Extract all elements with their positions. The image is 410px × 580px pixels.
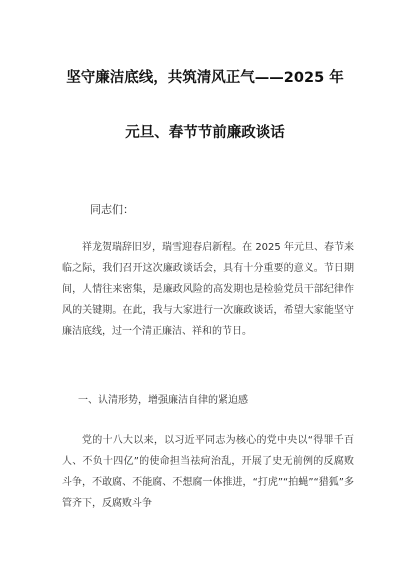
section-heading-1: 一、认清形势，增强廉洁自律的紧迫感 bbox=[78, 395, 248, 406]
document-title-line-2: 元旦、春节节前廉政谈话 bbox=[125, 125, 285, 141]
document-title-line-1: 坚守廉洁底线，共筑清风正气——2025 年 bbox=[66, 70, 344, 86]
paragraph-intro: 祥龙贺瑞辞旧岁，瑞雪迎春启新程。在 2025 年元旦、春节来临之际，我们召开这次廉政谈话会，具有十分重要的意义。节日期间，人情往来密集，是廉政风险的高发期也是检验党员干部纪律作风的关键期。在此，我与大家进行一次廉政谈话，希望大家能坚守廉洁底线，过一个清正廉洁、祥和的节日。 bbox=[62, 242, 354, 337]
paragraph-body: 党的十八大以来，以习近平同志为核心的党中央以“得罪千百人、不负十四亿”的使命担当祛疴治乱，开展了史无前例的反腐败斗争，不敢腐、不能腐、不想腐一体推进，“打虎”“拍蝇”“猎狐”多管齐下，反腐败斗争 bbox=[62, 435, 354, 509]
salutation: 同志们： bbox=[90, 203, 134, 216]
